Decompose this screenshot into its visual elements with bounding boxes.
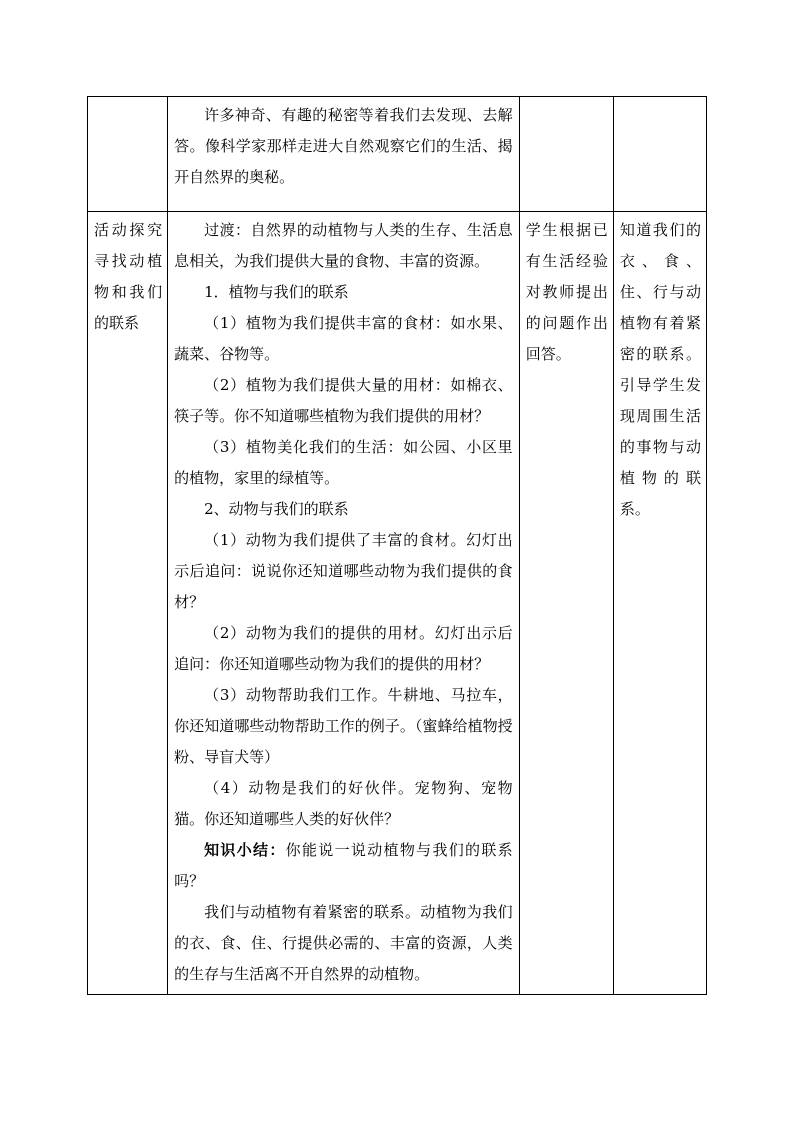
- animals-item-2: （2）动物为我们的提供的用材。幻灯出示后追问：你还知道哪些动物为我们的提供的用材？: [174, 624, 513, 673]
- student-activity-cell-empty: [519, 97, 613, 212]
- summary-label: 知识小结：: [204, 841, 286, 859]
- animals-item-3: （3）动物帮助我们工作。牛耕地、马拉车，你还知道哪些动物帮助工作的例子。（蜜蜂给植物授粉、导盲犬等）: [174, 686, 513, 766]
- student-activity-text: 学生根据已有生活经验对教师提出的问题作出回答。: [525, 221, 608, 363]
- teaching-process-cell: [168, 212, 520, 995]
- plants-heading: 1．植物与我们的联系: [204, 283, 349, 301]
- table-row: [88, 97, 707, 212]
- animals-item-4: （4）动物是我们的好伙伴。宠物狗、宠物猫。你还知道哪些人类的好伙伴？: [174, 779, 513, 828]
- section-title: 活动探究寻找动植物和我们的联系: [94, 221, 163, 332]
- transition-paragraph: 过渡：自然界的动植物与人类的生存、生活息息相关，为我们提供大量的食物、丰富的资源。: [174, 221, 513, 270]
- conclusion-paragraph: 我们与动植物有着紧密的联系。动植物为我们的衣、食、住、行提供必需的、丰富的资源，人类的生存与生活离不开自然界的动植物。: [174, 903, 513, 983]
- table-row: [88, 212, 707, 995]
- design-intent-text: 知道我们的衣、食、住、行与动植物有着紧密的联系。引导学生发现周围生活的事物与动植物的联系。: [619, 221, 701, 518]
- plants-item-2: （2）植物为我们提供大量的用材：如棉衣、筷子等。你不知道哪些植物为我们提供的用材？: [174, 376, 513, 425]
- lesson-plan-table: [87, 96, 707, 995]
- plants-item-1: （1）植物为我们提供丰富的食材：如水果、蔬菜、谷物等。: [174, 314, 513, 363]
- student-activity-cell: [519, 212, 613, 995]
- design-intent-cell: [613, 212, 706, 995]
- animals-heading: 2、动物与我们的联系: [204, 500, 349, 518]
- summary-paragraph: [174, 835, 513, 897]
- intro-paragraph: 许多神奇、有趣的秘密等着我们去发现、去解答。像科学家那样走进大自然观察它们的生活、揭开自然界的奥秘。: [174, 106, 513, 186]
- section-cell: [88, 212, 168, 995]
- teaching-process-cell: [168, 97, 520, 212]
- section-cell-empty: [88, 97, 168, 212]
- summary-text: 你能说一说动植物与我们的联系吗？: [174, 841, 513, 890]
- animals-item-1: （1）动物为我们提供了丰富的食材。幻灯出示后追问：说说你还知道哪些动物为我们提供的食材？: [174, 531, 513, 611]
- design-intent-cell-empty: [613, 97, 706, 212]
- plants-item-3: （3）植物美化我们的生活：如公园、小区里的植物，家里的绿植等。: [174, 438, 513, 487]
